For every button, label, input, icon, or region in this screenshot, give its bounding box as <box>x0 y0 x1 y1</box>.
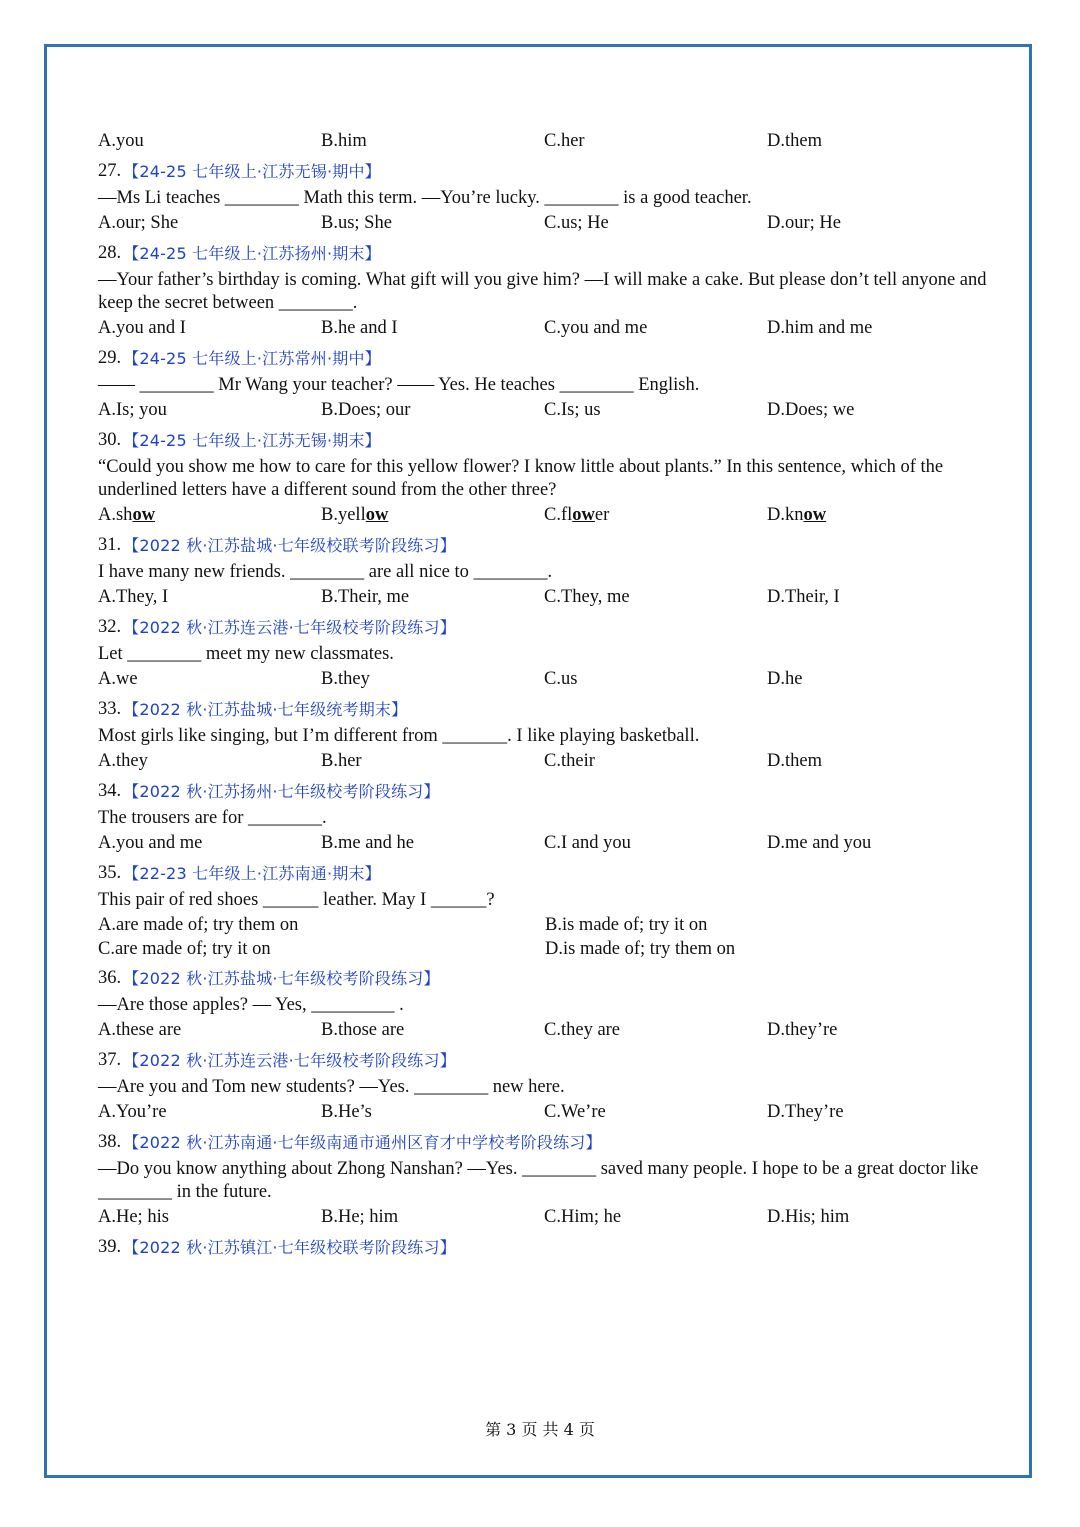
option-b: B.he and I <box>321 317 398 338</box>
question-source: 【24-25 七年级上·江苏无锡·期末】 <box>123 430 381 450</box>
option-c: C.us; He <box>544 212 609 233</box>
question-source: 【2022 秋·江苏盐城·七年级校考阶段练习】 <box>123 968 440 988</box>
option-a: A.you <box>98 130 144 151</box>
option-text: D.kn <box>767 504 804 525</box>
option-b: B.those are <box>321 1019 405 1040</box>
options-row <box>98 210 998 236</box>
question-number: 38. <box>98 1131 122 1152</box>
question-stem: —Ms Li teaches ________ Math this term. —You’re lucky. ________ is a good teacher. <box>98 188 752 208</box>
option-a: A.our; She <box>98 212 179 233</box>
option-d: D.Does; we <box>767 399 855 420</box>
question-number: 29. <box>98 347 122 368</box>
option-c: C.you and me <box>544 317 648 338</box>
underlined-letters: ow <box>132 504 156 525</box>
question-stem: This pair of red shoes ______ leather. May I ______? <box>98 890 495 910</box>
question-header <box>98 964 998 992</box>
options-row <box>98 1204 998 1230</box>
question-source: 【2022 秋·江苏南通·七年级南通市通州区育才中学校考阶段练习】 <box>123 1132 602 1152</box>
options-row <box>98 128 998 154</box>
question-header <box>98 613 998 641</box>
question-stem: “Could you show me how to care for this yellow flower? I know little about plants.” In this sentence, which of the underlined letters have a different sound from the other three? <box>98 457 944 500</box>
option-b: B.him <box>321 130 367 151</box>
question-source: 【2022 秋·江苏扬州·七年级校考阶段练习】 <box>123 781 440 801</box>
option-c: C.They, me <box>544 586 630 607</box>
question-source: 【2022 秋·江苏连云港·七年级校考阶段练习】 <box>123 617 456 637</box>
question-header <box>98 344 998 372</box>
question-header <box>98 1233 998 1261</box>
question-header <box>98 1046 998 1074</box>
question-stem: —Are you and Tom new students? —Yes. ________ new here. <box>98 1077 565 1097</box>
option-c: C.Him; he <box>544 1206 622 1227</box>
option-b: B.Their, me <box>321 586 410 607</box>
options-row <box>98 584 998 610</box>
question-stem: —— ________ Mr Wang your teacher? —— Yes. He teaches ________ English. <box>98 375 700 395</box>
option-a: A.you and me <box>98 832 203 853</box>
option-c: C.her <box>544 130 585 151</box>
question-number: 27. <box>98 160 122 181</box>
option-b: B.me and he <box>321 832 414 853</box>
question-source: 【24-25 七年级上·江苏无锡·期中】 <box>123 161 381 181</box>
underlined-letters: ow <box>803 504 827 525</box>
options-row <box>98 502 998 528</box>
options-row <box>98 315 998 341</box>
question-source: 【2022 秋·江苏镇江·七年级校联考阶段练习】 <box>123 1237 456 1257</box>
option-d: D.they’re <box>767 1019 838 1040</box>
option-d: D.is made of; try them on <box>545 939 736 959</box>
option-a: A.They, I <box>98 586 169 607</box>
option-c: C.We’re <box>544 1101 606 1122</box>
option-b: B.Does; our <box>321 399 411 420</box>
question-stem: —Do you know anything about Zhong Nanshan? —Yes. ________ saved many people. I hope to be a great doctor like ________ in the future. <box>98 1159 979 1202</box>
question-stem: —Your father’s birthday is coming. What gift will you give him? —I will make a cake. But please don’t tell anyone and keep the secret between ________. <box>98 270 987 313</box>
option-a: A.He; his <box>98 1206 169 1227</box>
question-stem: I have many new friends. ________ are all nice to ________. <box>98 562 553 582</box>
option-d: D.Their, I <box>767 586 840 607</box>
option-a: A.are made of; try them on <box>98 915 299 935</box>
question-number: 36. <box>98 967 122 988</box>
question-header <box>98 859 998 887</box>
option-text: C.fl <box>544 504 573 525</box>
option-c: C.their <box>544 750 595 771</box>
question-source: 【2022 秋·江苏盐城·七年级统考期末】 <box>123 699 408 719</box>
option-text: B.yell <box>321 504 366 525</box>
options-row <box>98 397 998 423</box>
options-row <box>98 1099 998 1125</box>
options-row <box>98 748 998 774</box>
question-source: 【2022 秋·江苏连云港·七年级校考阶段练习】 <box>123 1050 456 1070</box>
option-b: B.her <box>321 750 362 771</box>
option-d: D.His; him <box>767 1206 850 1227</box>
option-c: C.are made of; try it on <box>98 939 271 959</box>
option-c <box>544 504 767 527</box>
question-number: 33. <box>98 698 122 719</box>
option-b: B.they <box>321 668 370 689</box>
option-d <box>767 504 990 527</box>
question-header <box>98 777 998 805</box>
option-d: D.them <box>767 130 822 151</box>
option-a: A.we <box>98 668 138 689</box>
question-header <box>98 531 998 559</box>
option-d: D.me and you <box>767 832 872 853</box>
question-number: 39. <box>98 1236 122 1257</box>
option-a: A.these are <box>98 1019 182 1040</box>
option-a: A.you and I <box>98 317 186 338</box>
question-number: 32. <box>98 616 122 637</box>
question-source: 【24-25 七年级上·江苏扬州·期末】 <box>123 243 381 263</box>
option-b: B.He’s <box>321 1101 372 1122</box>
option-b: B.is made of; try it on <box>545 915 708 935</box>
question-source: 【24-25 七年级上·江苏常州·期中】 <box>123 348 381 368</box>
option-d: D.them <box>767 750 822 771</box>
option-d: D.our; He <box>767 212 841 233</box>
question-header <box>98 426 998 454</box>
page-content <box>98 128 998 1261</box>
question-number: 37. <box>98 1049 122 1070</box>
question-header <box>98 239 998 267</box>
option-text: A.sh <box>98 504 133 525</box>
question-header <box>98 157 998 185</box>
question-stem: Let ________ meet my new classmates. <box>98 644 394 664</box>
underlined-letters: ow <box>365 504 389 525</box>
option-c: C.they are <box>544 1019 621 1040</box>
option-c: C.I and you <box>544 832 631 853</box>
question-header <box>98 695 998 723</box>
option-a <box>98 504 321 527</box>
option-c: C.us <box>544 668 578 689</box>
option-a: A.Is; you <box>98 399 167 420</box>
option-b <box>321 504 544 527</box>
option-c: C.Is; us <box>544 399 601 420</box>
question-stem: —Are those apples? — Yes, _________ . <box>98 995 404 1015</box>
question-number: 28. <box>98 242 122 263</box>
options-row <box>98 830 998 856</box>
option-d: D.They’re <box>767 1101 844 1122</box>
option-text: er <box>594 504 610 525</box>
options-grid <box>98 914 998 961</box>
option-d: D.he <box>767 668 803 689</box>
question-header <box>98 1128 998 1156</box>
question-number: 30. <box>98 429 122 450</box>
options-row <box>98 666 998 692</box>
question-number: 31. <box>98 534 122 555</box>
page-footer: 第 3 页 共 4 页 <box>485 1420 595 1439</box>
question-source: 【22-23 七年级上·江苏南通·期末】 <box>123 863 381 883</box>
option-d: D.him and me <box>767 317 873 338</box>
underlined-letters: ow <box>572 504 595 525</box>
option-a: A.You’re <box>98 1101 167 1122</box>
option-b: B.us; She <box>321 212 392 233</box>
option-a: A.they <box>98 750 148 771</box>
question-number: 35. <box>98 862 122 883</box>
options-row <box>98 1017 998 1043</box>
question-stem: The trousers are for ________. <box>98 808 327 828</box>
option-b: B.He; him <box>321 1206 399 1227</box>
question-source: 【2022 秋·江苏盐城·七年级校联考阶段练习】 <box>123 535 456 555</box>
question-stem: Most girls like singing, but I’m different from _______. I like playing basketball. <box>98 726 700 746</box>
question-number: 34. <box>98 780 122 801</box>
